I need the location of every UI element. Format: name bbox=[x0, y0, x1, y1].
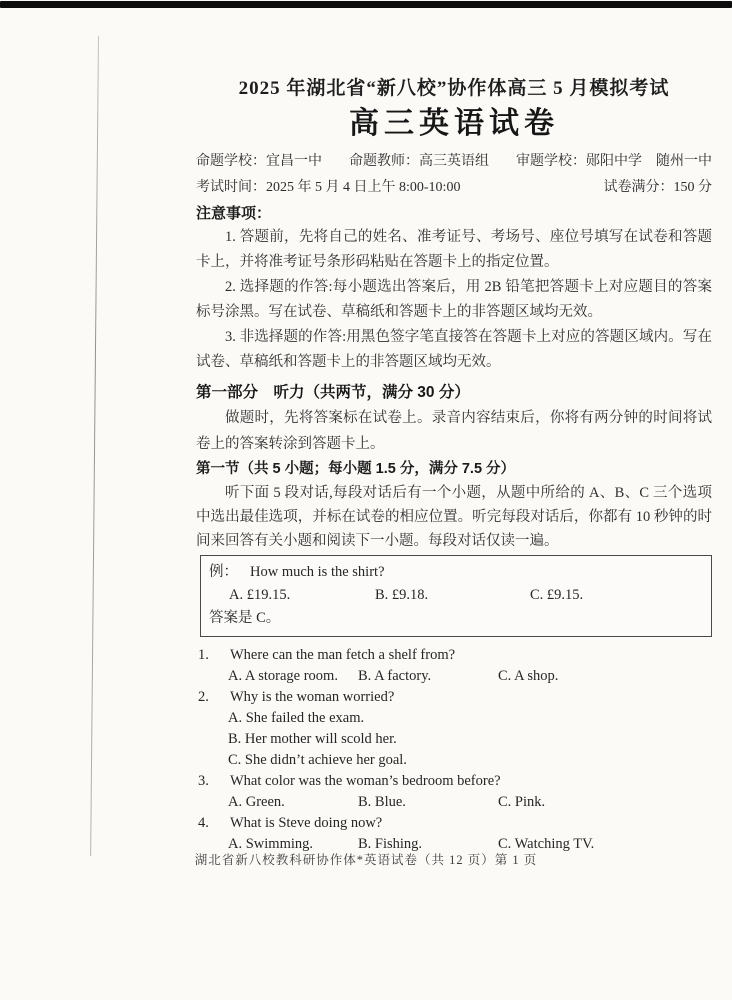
full-score: 试卷满分：150 分 bbox=[603, 180, 712, 195]
option-a: A. A storage room. bbox=[228, 668, 338, 684]
example-option-a: A. £19.15. bbox=[229, 587, 291, 603]
meta-row-schools bbox=[196, 152, 712, 172]
question-text: Why is the woman worried? bbox=[230, 689, 395, 705]
proposer-school: 命题学校：宜昌一中 bbox=[196, 154, 322, 169]
question-number: 3. bbox=[198, 773, 209, 789]
example-options-row bbox=[229, 584, 703, 607]
question-item bbox=[196, 687, 712, 771]
question-text: What color was the woman’s bedroom before? bbox=[230, 773, 501, 789]
scan-border-top bbox=[0, 1, 732, 8]
option-c: C. Pink. bbox=[498, 794, 546, 810]
exam-title: 2025 年湖北省“新八校”协作体高三 5 月模拟考试 bbox=[238, 78, 670, 99]
paper-title: 高三英语试卷 bbox=[349, 107, 559, 140]
notice-item-1: 1. 答题前，先将自己的姓名、准考证号、考场号、座位号填写在试卷和答题卡上，并将准考证号条形码粘贴在答题卡上的指定位置。 bbox=[196, 229, 712, 270]
meta-row-time-score bbox=[196, 178, 712, 198]
notice-heading: 注意事项： bbox=[196, 205, 272, 222]
question-item bbox=[196, 813, 712, 855]
question-item bbox=[196, 645, 712, 687]
section1-intro: 听下面 5 段对话,每段对话后有一个小题，从题中所给的 A、B、C 三个选项中选出最佳选项，并标在试卷的相应位置。听完每段对话后，你都有 10 秒钟的时间来回答有关小题和阅读下一小题。每段对话仅读一遍。 bbox=[196, 485, 712, 549]
example-answer: 答案是 C。 bbox=[209, 610, 281, 626]
page-fold-line bbox=[90, 36, 99, 856]
question-text: What is Steve doing now? bbox=[230, 815, 383, 831]
option-a: A. She failed the exam. bbox=[228, 710, 365, 726]
question-text: Where can the man fetch a shelf from? bbox=[230, 647, 456, 663]
option-c: C. Watching TV. bbox=[498, 836, 595, 852]
question-number: 1. bbox=[198, 647, 209, 663]
page-content bbox=[196, 76, 712, 855]
question-item bbox=[196, 771, 712, 813]
question-number: 4. bbox=[198, 815, 209, 831]
example-option-c: C. £9.15. bbox=[530, 587, 584, 603]
question-number: 2. bbox=[198, 689, 209, 705]
example-question-line bbox=[209, 561, 703, 584]
example-label: 例： bbox=[209, 564, 238, 580]
notice-item-2: 2. 选择题的作答:每小题选出答案后，用 2B 铅笔把答题卡上对应题目的答案标号涂黑。写在试卷、草稿纸和答题卡上的非答题区域均无效。 bbox=[196, 279, 712, 320]
question-line bbox=[196, 645, 712, 666]
page-footer: 湖北省新八校教科研协作体*英语试卷（共 12 页）第 1 页 bbox=[194, 853, 538, 867]
option-c: C. A shop. bbox=[498, 668, 559, 684]
option-c: C. She didn’t achieve her goal. bbox=[228, 752, 407, 768]
listening-intro: 做题时，先将答案标在试卷上。录音内容结束后，你将有两分钟的时间将试卷上的答案转涂到答题卡上。 bbox=[196, 410, 712, 452]
option-b: B. Fishing. bbox=[358, 836, 423, 852]
option-a: A. Swimming. bbox=[228, 836, 313, 852]
question-line bbox=[196, 687, 712, 708]
option-b: B. A factory. bbox=[358, 668, 432, 684]
example-box bbox=[200, 555, 712, 637]
options-row bbox=[196, 792, 712, 813]
options-row bbox=[196, 666, 712, 687]
section1-heading: 第一节（共 5 小题；每小题 1.5 分，满分 7.5 分） bbox=[196, 461, 516, 477]
question-line bbox=[196, 813, 712, 834]
question-line bbox=[196, 771, 712, 792]
option-b: B. Blue. bbox=[358, 794, 406, 810]
question-list bbox=[196, 645, 712, 855]
proposer-teacher: 命题教师：高三英语组 bbox=[349, 154, 489, 169]
part1-heading: 第一部分 听力（共两节，满分 30 分） bbox=[196, 384, 470, 401]
option-a: A. Green. bbox=[228, 794, 285, 810]
notice-item-3: 3. 非选择题的作答:用黑色签字笔直接答在答题卡上对应的答题区域内。写在试卷、草稿纸和答题卡上的非答题区域均无效。 bbox=[196, 329, 712, 370]
option-b: B. Her mother will scold her. bbox=[228, 731, 397, 747]
example-option-b: B. £9.18. bbox=[375, 587, 429, 603]
exam-time: 考试时间：2025 年 5 月 4 日上午 8:00-10:00 bbox=[196, 180, 461, 195]
example-question: How much is the shirt? bbox=[250, 564, 385, 580]
reviewer-school: 审题学校：郧阳中学 随州一中 bbox=[516, 154, 712, 169]
